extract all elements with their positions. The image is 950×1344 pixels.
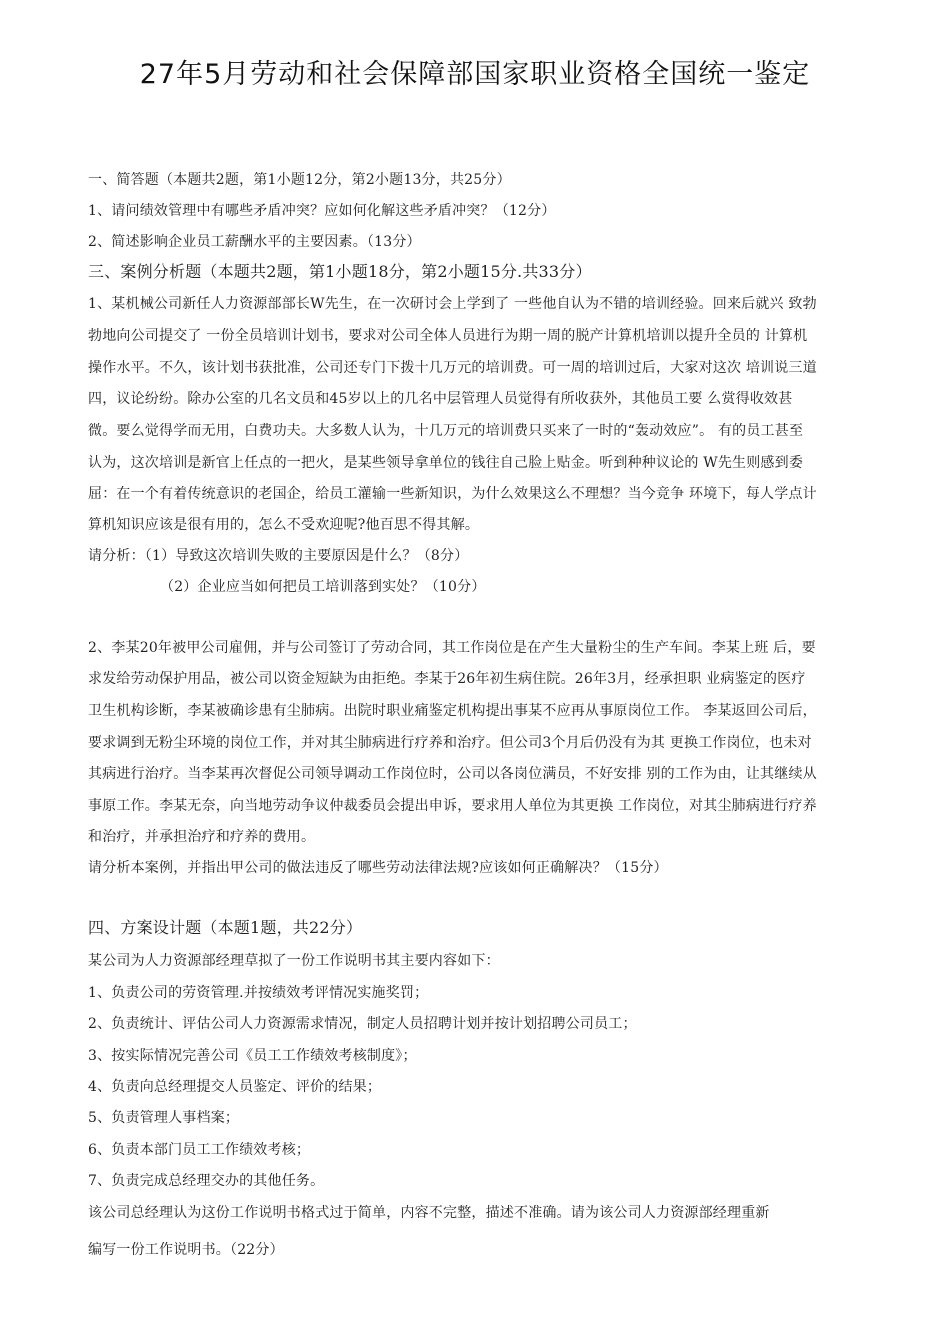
case-1-text: 微。要么觉得学而无用，白费功夫。大多数人认为，十几万元的培训费只买来了一时的“轰动效应”。 有的员工甚至 <box>88 423 804 439</box>
case-1-text: 认为，这次培训是新官上任点的一把火，是某些领导拿单位的钱往自己脸上贴金。听到种种议论的 W先生则感到委 <box>88 455 804 471</box>
case-2-text: 卫生机构诊断，李某被确诊患有尘肺病。出院时职业痛鉴定机构提出事某不应再从事原岗位工作。 李某返回公司后， <box>88 703 817 719</box>
case-2-text: 2、李某20年被甲公司雇佣，并与公司签订了劳动合同，其工作岗位是在产生大量粉尘的生产车间。李某上班 后，要 <box>88 640 816 656</box>
case-2-text: 求发给劳动保护用品，被公司以资金短缺为由拒绝。李某于26年初生病住院。26年3月，经承担职 业病鉴定的医疗 <box>88 671 806 687</box>
case-2-text: 和治疗，并承担治疗和疗养的费用。 <box>88 829 316 845</box>
case-2-text: 其病进行治疗。当李某再次督促公司领导调动工作岗位时，公司以各岗位满员，不好安排 别的工作为由，让其继续从 <box>88 766 817 782</box>
section-4-heading: 四、方案设计题（本题1题，共22分） <box>88 918 363 937</box>
duty-item: 6、负责本部门员工工作绩效考核； <box>88 1142 311 1158</box>
case-1-text: 屈：在一个有着传统意识的老国企，给员工灌输一些新知识，为什么效果这么不理想？当今竞争 环境下，每人学点计 <box>88 486 817 502</box>
case-1-prompt: （2）企业应当如何把员工培训落到实处？（10分） <box>160 579 486 595</box>
page-title: 27年5月劳动和社会保障部国家职业资格全国统一鉴定 <box>139 59 811 90</box>
question-1-1: 1、请问绩效管理中有哪些矛盾冲突？应如何化解这些矛盾冲突？（12分） <box>88 203 556 219</box>
duty-item: 1、负责公司的劳资管理.并按绩效考评情况实施奖罚； <box>88 985 429 1001</box>
case-1-text: 1、某机械公司新任人力资源部部长W先生，在一次研讨会上学到了 一些他自认为不错的培训经验。回来后就兴 致勃 <box>88 296 817 312</box>
duty-item: 4、负责向总经理提交人员鉴定、评价的结果； <box>88 1079 382 1095</box>
section-4-prompt: 编写一份工作说明书。（22分） <box>88 1242 284 1258</box>
case-1-prompt: 请分析：（1）导致这次培训失败的主要原因是什么？（8分） <box>88 548 469 564</box>
case-2-text: 事原工作。李某无奈，向当地劳动争议仲裁委员会提出申诉，要求用人单位为其更换 工作岗位，对其尘肺病进行疗养 <box>88 798 817 814</box>
question-1-2: 2、简述影响企业员工薪酬水平的主要因素。（13分） <box>88 234 421 250</box>
case-1-text: 操作水平。不久，该计划书获批准，公司还专门下拨十几万元的培训费。可一周的培训过后，大家对这次 培训说三道 <box>88 360 817 376</box>
section-4-intro: 某公司为人力资源部经理草拟了一份工作说明书其主要内容如下： <box>88 953 500 969</box>
duty-item: 7、负责完成总经理交办的其他任务。 <box>88 1173 325 1189</box>
section-1-heading: 一、简答题（本题共2题，第1小题12分，第2小题13分，共25分） <box>88 172 511 188</box>
case-1-text: 算机知识应该是很有用的，怎么不受欢迎呢?他百思不得其解。 <box>88 517 480 533</box>
duty-item: 3、按实际情况完善公司《员工工作绩效考核制度》； <box>88 1048 417 1064</box>
section-4-prompt: 该公司总经理认为这份工作说明书格式过于简单，内容不完整，描述不准确。请为该公司人力资源部经理重新 <box>88 1205 770 1221</box>
case-1-text: 四，议论纷纷。除办公室的几名文员和45岁以上的几名中层管理人员觉得有所收获外，其他员工要 么赏得收效甚 <box>88 391 793 407</box>
case-2-text: 要求调到无粉尘环境的岗位工作，并对其尘肺病进行疗养和治疗。但公司3个月后仍没有为其 更换工作岗位，也未对 <box>88 735 812 751</box>
case-2-prompt: 请分析本案例，并指出甲公司的做法违反了哪些劳动法律法规?应该如何正确解决？（15分） <box>88 860 668 876</box>
duty-item: 5、负责管理人事档案； <box>88 1110 240 1126</box>
duty-item: 2、负责统计、评估公司人力资源需求情况，制定人员招聘计划并按计划招聘公司员工； <box>88 1016 637 1032</box>
case-1-text: 勃地向公司提交了 一份全员培训计划书，要求对公司全体人员进行为期一周的脱产计算机培训以提升全员的 计算机 <box>88 328 808 344</box>
section-3-heading: 三、案例分析题（本题共2题，第1小题18分，第2小题15分.共33分） <box>88 262 592 281</box>
